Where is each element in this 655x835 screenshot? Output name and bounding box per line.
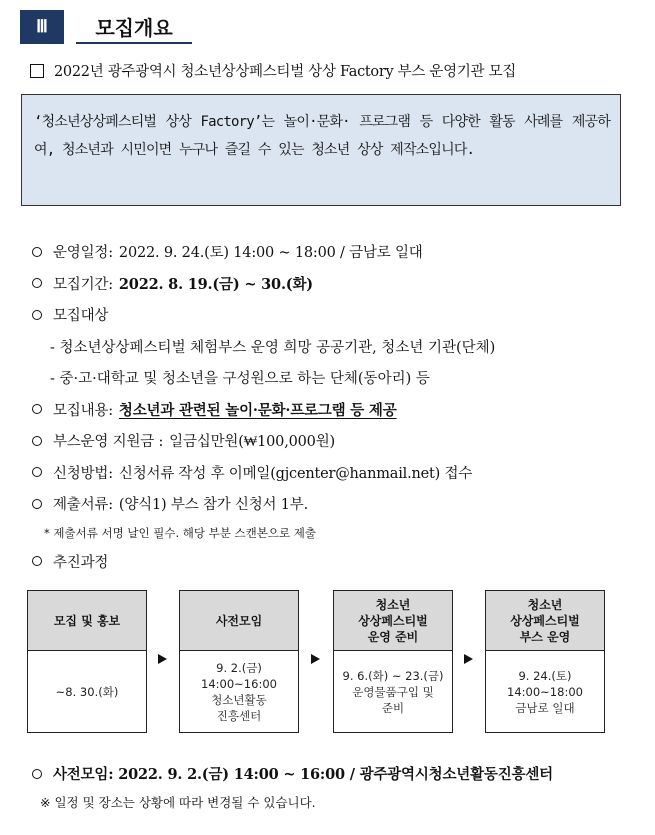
- period-value: 2022. 8. 19.(금) ~ 30.(화): [118, 275, 313, 293]
- circle-bullet-icon: [32, 310, 42, 320]
- fund-value: 일금십만원(₩100,000원): [169, 434, 335, 451]
- arrow-right-icon: [158, 654, 167, 664]
- circle-bullet-icon: [32, 467, 42, 477]
- item-schedule: [32, 236, 632, 268]
- step-4-body: 9. 24.(토) 14:00~18:00 금남로 일대: [507, 669, 583, 715]
- checkbox-square-icon: [30, 64, 44, 78]
- process-flow: [27, 590, 627, 735]
- change-remark: ※ 일정 및 장소는 상황에 따라 변경될 수 있습니다.: [40, 794, 316, 810]
- process-step-3: [333, 590, 453, 733]
- item-target: [32, 299, 632, 331]
- item-period: [32, 268, 632, 300]
- process-label: 추진과정: [53, 554, 109, 571]
- step-1-body: ~8. 30.(화): [55, 685, 119, 699]
- target-sub-1: [32, 331, 632, 363]
- content-value: 청소년과 관련된 놀이·문화·프로그램 등 제공: [118, 401, 397, 419]
- step-2-body: 9. 2.(금) 14:00~16:00 청소년활동 진흥센터: [201, 661, 277, 723]
- process-step-2: [179, 590, 299, 733]
- item-meeting: [32, 758, 642, 790]
- item-fund: [32, 425, 632, 457]
- schedule-value: 2022. 9. 24.(토) 14:00 ~ 18:00 / 금남로 일대: [118, 245, 423, 262]
- target-sub-1-text: - 청소년상상페스티벌 체험부스 운영 희망 공공기관, 청소년 기관(단체): [50, 339, 496, 356]
- docs-label: 제출서류:: [53, 497, 113, 514]
- circle-bullet-icon: [32, 499, 42, 509]
- section-title: 모집개요: [76, 10, 192, 44]
- item-process: [32, 546, 632, 578]
- step-1-title: 모집 및 홍보: [28, 591, 146, 651]
- meeting-text: 사전모임: 2022. 9. 2.(금) 14:00 ~ 16:00 / 광주광역시청소년활동진흥센터: [53, 766, 553, 784]
- period-label: 모집기간:: [53, 276, 113, 293]
- circle-bullet-icon: [32, 436, 42, 446]
- apply-value: 신청서류 작성 후 이메일(gjcenter@hanmail.net) 접수: [118, 465, 473, 482]
- overview-list: [32, 236, 632, 577]
- circle-bullet-icon: [32, 769, 42, 779]
- docs-value: (양식1) 부스 참가 신청서 1부.: [118, 497, 309, 514]
- circle-bullet-icon: [32, 278, 42, 288]
- apply-label: 신청방법:: [53, 465, 113, 482]
- process-step-4: [485, 590, 605, 733]
- step-3-title: 청소년 상상페스티벌 운영 준비: [334, 591, 452, 651]
- intro-box: ‘청소년상상페스티벌 상상 Factory’는 놀이·문화· 프로그램 등 다양한 활동 사례를 제공하여, 청소년과 시민이면 누구나 즐길 수 있는 청소년 상상 제작소입니다.: [21, 94, 621, 206]
- target-sub-2: [32, 362, 632, 394]
- recruitment-heading-text: 2022년 광주광역시 청소년상상페스티벌 상상 Factory 부스 운영기관 모집: [54, 64, 516, 80]
- content-label: 모집내용:: [53, 402, 113, 419]
- arrow-right-icon: [464, 654, 473, 664]
- step-3-body: 9. 6.(화) ~ 23.(금) 운영물품구입 및 준비: [342, 669, 444, 715]
- section-number-badge: Ⅲ: [20, 10, 64, 44]
- final-section: [32, 758, 642, 814]
- item-apply: [32, 457, 632, 489]
- circle-bullet-icon: [32, 247, 42, 257]
- item-content: [32, 394, 632, 426]
- target-sub-2-text: - 중·고·대학교 및 청소년을 구성원으로 하는 단체(동아리) 등: [50, 371, 430, 388]
- step-2-title: 사전모임: [180, 591, 298, 651]
- process-step-1: [27, 590, 147, 733]
- arrow-right-icon: [311, 654, 320, 664]
- item-docs: [32, 488, 632, 520]
- schedule-label: 운영일정:: [53, 245, 113, 262]
- target-label: 모집대상: [53, 308, 109, 325]
- fund-label: 부스운영 지원금 :: [53, 434, 164, 451]
- docs-note: * 제출서류 서명 날인 필수. 해당 부분 스캔본으로 제출: [44, 525, 316, 540]
- recruitment-heading: [30, 60, 516, 81]
- step-4-title: 청소년 상상페스티벌 부스 운영: [486, 591, 604, 651]
- circle-bullet-icon: [32, 404, 42, 414]
- circle-bullet-icon: [32, 556, 42, 566]
